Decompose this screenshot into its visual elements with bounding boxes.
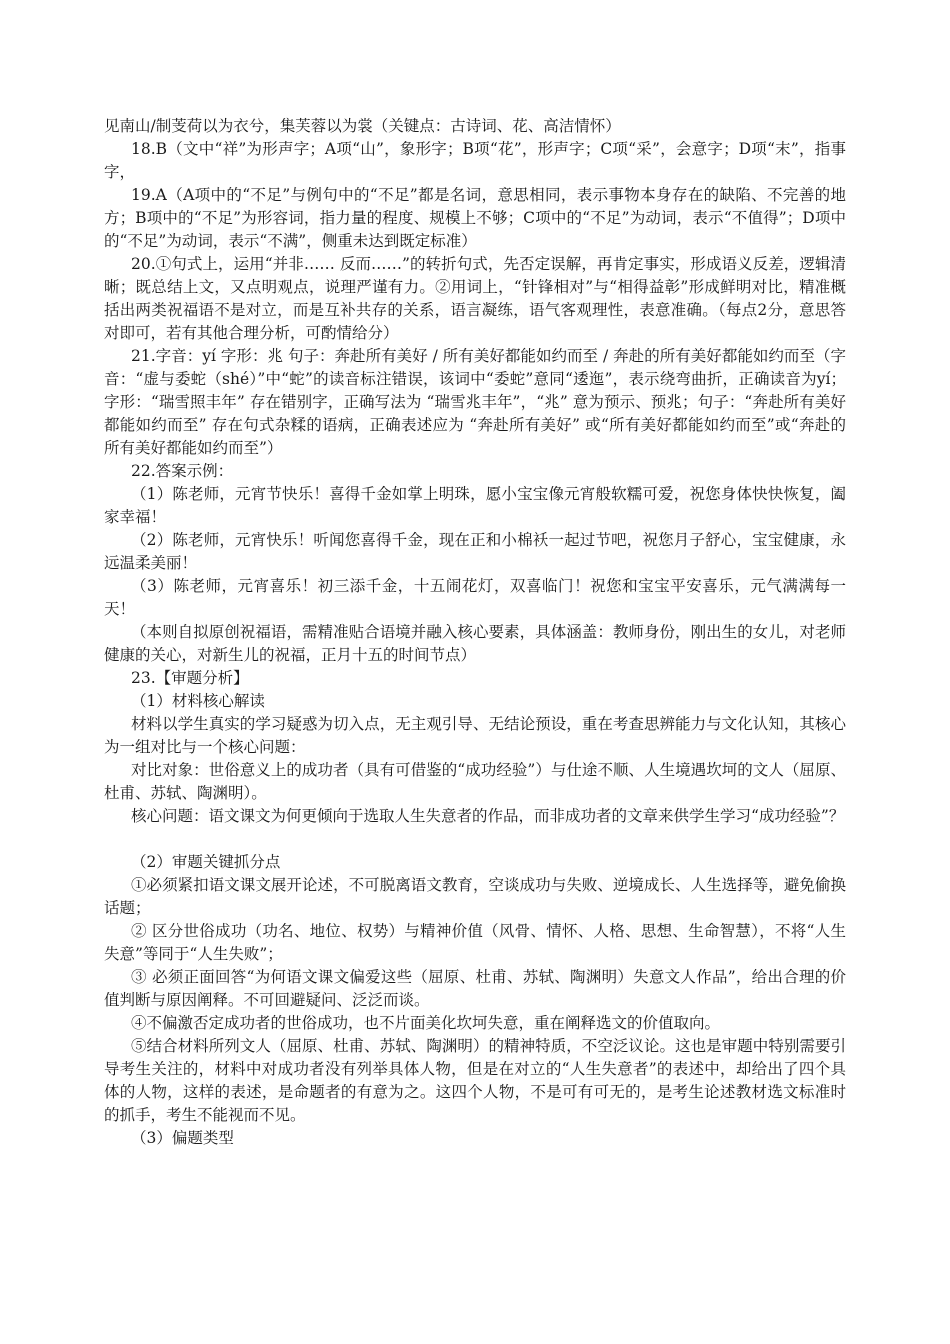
section-1-para-1: 材料以学生真实的学习疑惑为切入点，无主观引导、无结论预设，重在考查思辨能力与文化认知，其核心为一组对比与一个核心问题： xyxy=(104,715,846,756)
section-1-para-2: 对比对象：世俗意义上的成功者（具有可借鉴的“成功经验”）与仕途不顺、人生境遇坎坷的文人（屈原、杜甫、苏轼、陶渊明）。 xyxy=(104,761,846,802)
answer-21: 21.字音：yí 字形：兆 句子：奔赴所有美好 / 所有美好都能如约而至 / 奔赴的所有美好都能如约而至（字音：“虚与委蛇（shé）”中“蛇”的读音标注错误，该词中“委蛇”意同“逶迤”，表示绕弯曲折，正确读音为yí；字形：“瑞雪照丰年” 存在错别字，正确写法为 “瑞雪兆丰年”，“兆” 意为预示、预兆；句子：“奔赴所有美好都能如约而至” 存在句式杂糅的语病，正确表述应为 “奔赴所有美好” 或“所有美好都能如约而至”或“奔赴的所有美好都能如约而至”） xyxy=(104,347,846,457)
section-1-para-3: 核心问题：语文课文为何更倾向于选取人生失意者的作品，而非成功者的文章来供学生学习“成功经验”？ xyxy=(131,807,845,825)
answer-22-example-1: （1）陈老师，元宵节快乐！喜得千金如掌上明珠，愿小宝宝像元宵般软糯可爱，祝您身体快快恢复，阖家幸福！ xyxy=(104,485,846,526)
answer-22-example-2: （2）陈老师，元宵快乐！听闻您喜得千金，现在正和小棉袄一起过节吧，祝您月子舒心，宝宝健康，永远温柔美丽！ xyxy=(104,531,846,572)
answer-22-heading: 22.答案示例： xyxy=(131,462,234,480)
point-5: ⑤结合材料所列文人（屈原、杜甫、苏轼、陶渊明）的精神特质，不空泛议论。这也是审题中特别需要引导考生关注的，材料中对成功者没有列举具体人物，但是在对立的“人生失意者”的表述中，却给出了四个具体的人物，这样的表述，是命题者的有意为之。这四个人物，不是可有可无的，是考生论述教材选文标准时的抓手，考生不能视而不见。 xyxy=(104,1037,846,1124)
answer-20: 20.①句式上，运用“并非…… 反而……”的转折句式，先否定误解，再肯定事实，形成语义反差，逻辑清晰；既总结上文，又点明观点，说理严谨有力。②用词上，“针锋相对”与“相得益彰”形成鲜明对比，精准概括出两类祝福语不是对立，而是互补共存的关系，语言凝练，语气客观理性，表意准确。（每点2分，意思答对即可，若有其他合理分析，可酌情给分） xyxy=(104,255,846,342)
point-2: ② 区分世俗成功（功名、地位、权势）与精神价值（风骨、情怀、人格、思想、生命智慧），不将“人生失意”等同于“人生失败”； xyxy=(104,922,846,963)
answer-17-continuation: 见南山/制芰荷以为衣兮，集芙蓉以为裳（关键点：古诗词、花、高洁情怀） xyxy=(104,117,621,135)
point-3: ③ 必须正面回答“为何语文课文偏爱这些（屈原、杜甫、苏轼、陶渊明）失意文人作品”，给出合理的价值判断与原因阐释。不可回避疑问、泛泛而谈。 xyxy=(104,968,846,1009)
answer-22-note: （本则自拟原创祝福语，需精准贴合语境并融入核心要素，具体涵盖：教师身份，刚出生的女儿，对老师健康的关心，对新生儿的祝福，正月十五的时间节点） xyxy=(104,623,846,664)
section-1-title: （1）材料核心解读 xyxy=(131,692,265,710)
answer-19: 19.A（A项中的“不足”与例句中的“不足”都是名词，意思相同，表示事物本身存在的缺陷、不完善的地方；B项中的“不足”为形容词，指力量的程度、规模上不够；C项中的“不足”为动词，表示“不值得”；D项中的“不足”为动词，表示“不满”，侧重未达到既定标准） xyxy=(104,186,846,250)
section-2-title: （2）审题关键抓分点 xyxy=(131,853,281,871)
answer-22-example-3: （3）陈老师，元宵喜乐！初三添千金，十五闹花灯，双喜临门！祝您和宝宝平安喜乐，元气满满每一天！ xyxy=(104,577,846,618)
answer-18: 18.B（文中“祥”为形声字；A项“山”，象形字；B项“花”，形声字；C项“采”，会意字；D项“末”，指事字， xyxy=(104,140,846,181)
answer-23-heading: 23.【审题分析】 xyxy=(131,669,249,687)
point-4: ④不偏激否定成功者的世俗成功，也不片面美化坎坷失意，重在阐释选文的价值取向。 xyxy=(131,1014,721,1032)
point-1: ①必须紧扣语文课文展开论述，不可脱离语文教育，空谈成功与失败、逆境成长、人生选择等，避免偷换话题； xyxy=(104,876,846,917)
section-3-title: （3）偏题类型 xyxy=(131,1129,234,1147)
